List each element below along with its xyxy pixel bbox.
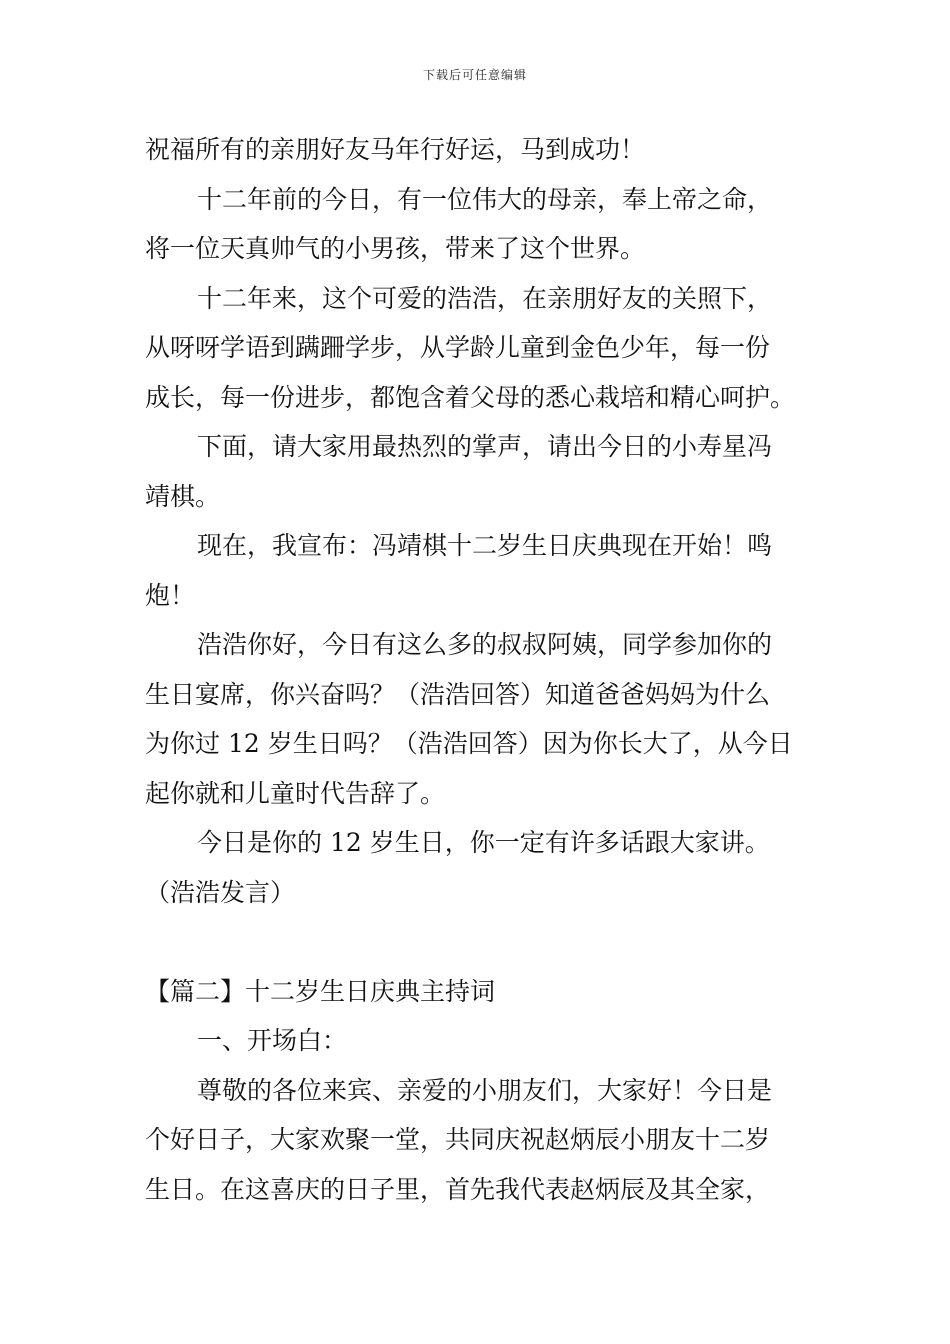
paragraph-line: 将一位天真帅气的小男孩，带来了这个世界。	[145, 234, 646, 263]
paragraph-line: 现在，我宣布：冯靖棋十二岁生日庆典现在开始！鸣	[197, 531, 773, 560]
paragraph-line: 起你就和儿童时代告辞了。	[145, 778, 446, 808]
page-header-note: 下载后可任意编辑	[422, 68, 527, 82]
paragraph-line: 十二年前的今日，有一位伟大的母亲，奉上帝之命，	[197, 184, 773, 214]
paragraph-line: 成长，每一份进步，都饱含着父母的悉心栽培和精心呵护。	[145, 382, 796, 412]
section-spacer	[145, 917, 805, 967]
paragraph-line: 从呀呀学语到蹒跚学步，从学龄儿童到金色少年，每一份	[145, 333, 771, 362]
paragraph-line: 尊敬的各位来宾、亲爱的小朋友们，大家好！今日是	[197, 1075, 773, 1105]
document-body	[145, 125, 805, 1214]
paragraph-line: 十二年来，这个可爱的浩浩，在亲朋好友的关照下，	[197, 283, 773, 313]
section-title: 【篇二】十二岁生日庆典主持词	[145, 976, 496, 1006]
paragraph-line: （浩浩发言）	[145, 877, 296, 907]
paragraph-line: 为你过 12 岁生日吗？（浩浩回答）因为你长大了，从今日	[145, 729, 793, 758]
paragraph-line: 下面，请大家用最热烈的掌声，请出今日的小寿星冯	[197, 432, 773, 461]
paragraph-line: 浩浩你好，今日有这么多的叔叔阿姨，同学参加你的	[197, 630, 773, 659]
paragraph-line: 生日宴席，你兴奋吗？（浩浩回答）知道爸爸妈妈为什么	[145, 679, 771, 709]
paragraph-line: 一、开场白：	[197, 1026, 348, 1055]
paragraph-line: 靖棋。	[145, 481, 221, 511]
paragraph-line: 炮！	[145, 580, 196, 610]
paragraph-line: 今日是你的 12 岁生日，你一定有许多话跟大家讲。	[197, 828, 770, 857]
paragraph-line: 祝福所有的亲朋好友马年行好运，马到成功！	[145, 135, 646, 164]
paragraph-line: 生日。在这喜庆的日子里，首先我代表赵炳辰及其全家，	[145, 1174, 771, 1204]
paragraph-line: 个好日子，大家欢聚一堂，共同庆祝赵炳辰小朋友十二岁	[145, 1125, 771, 1154]
